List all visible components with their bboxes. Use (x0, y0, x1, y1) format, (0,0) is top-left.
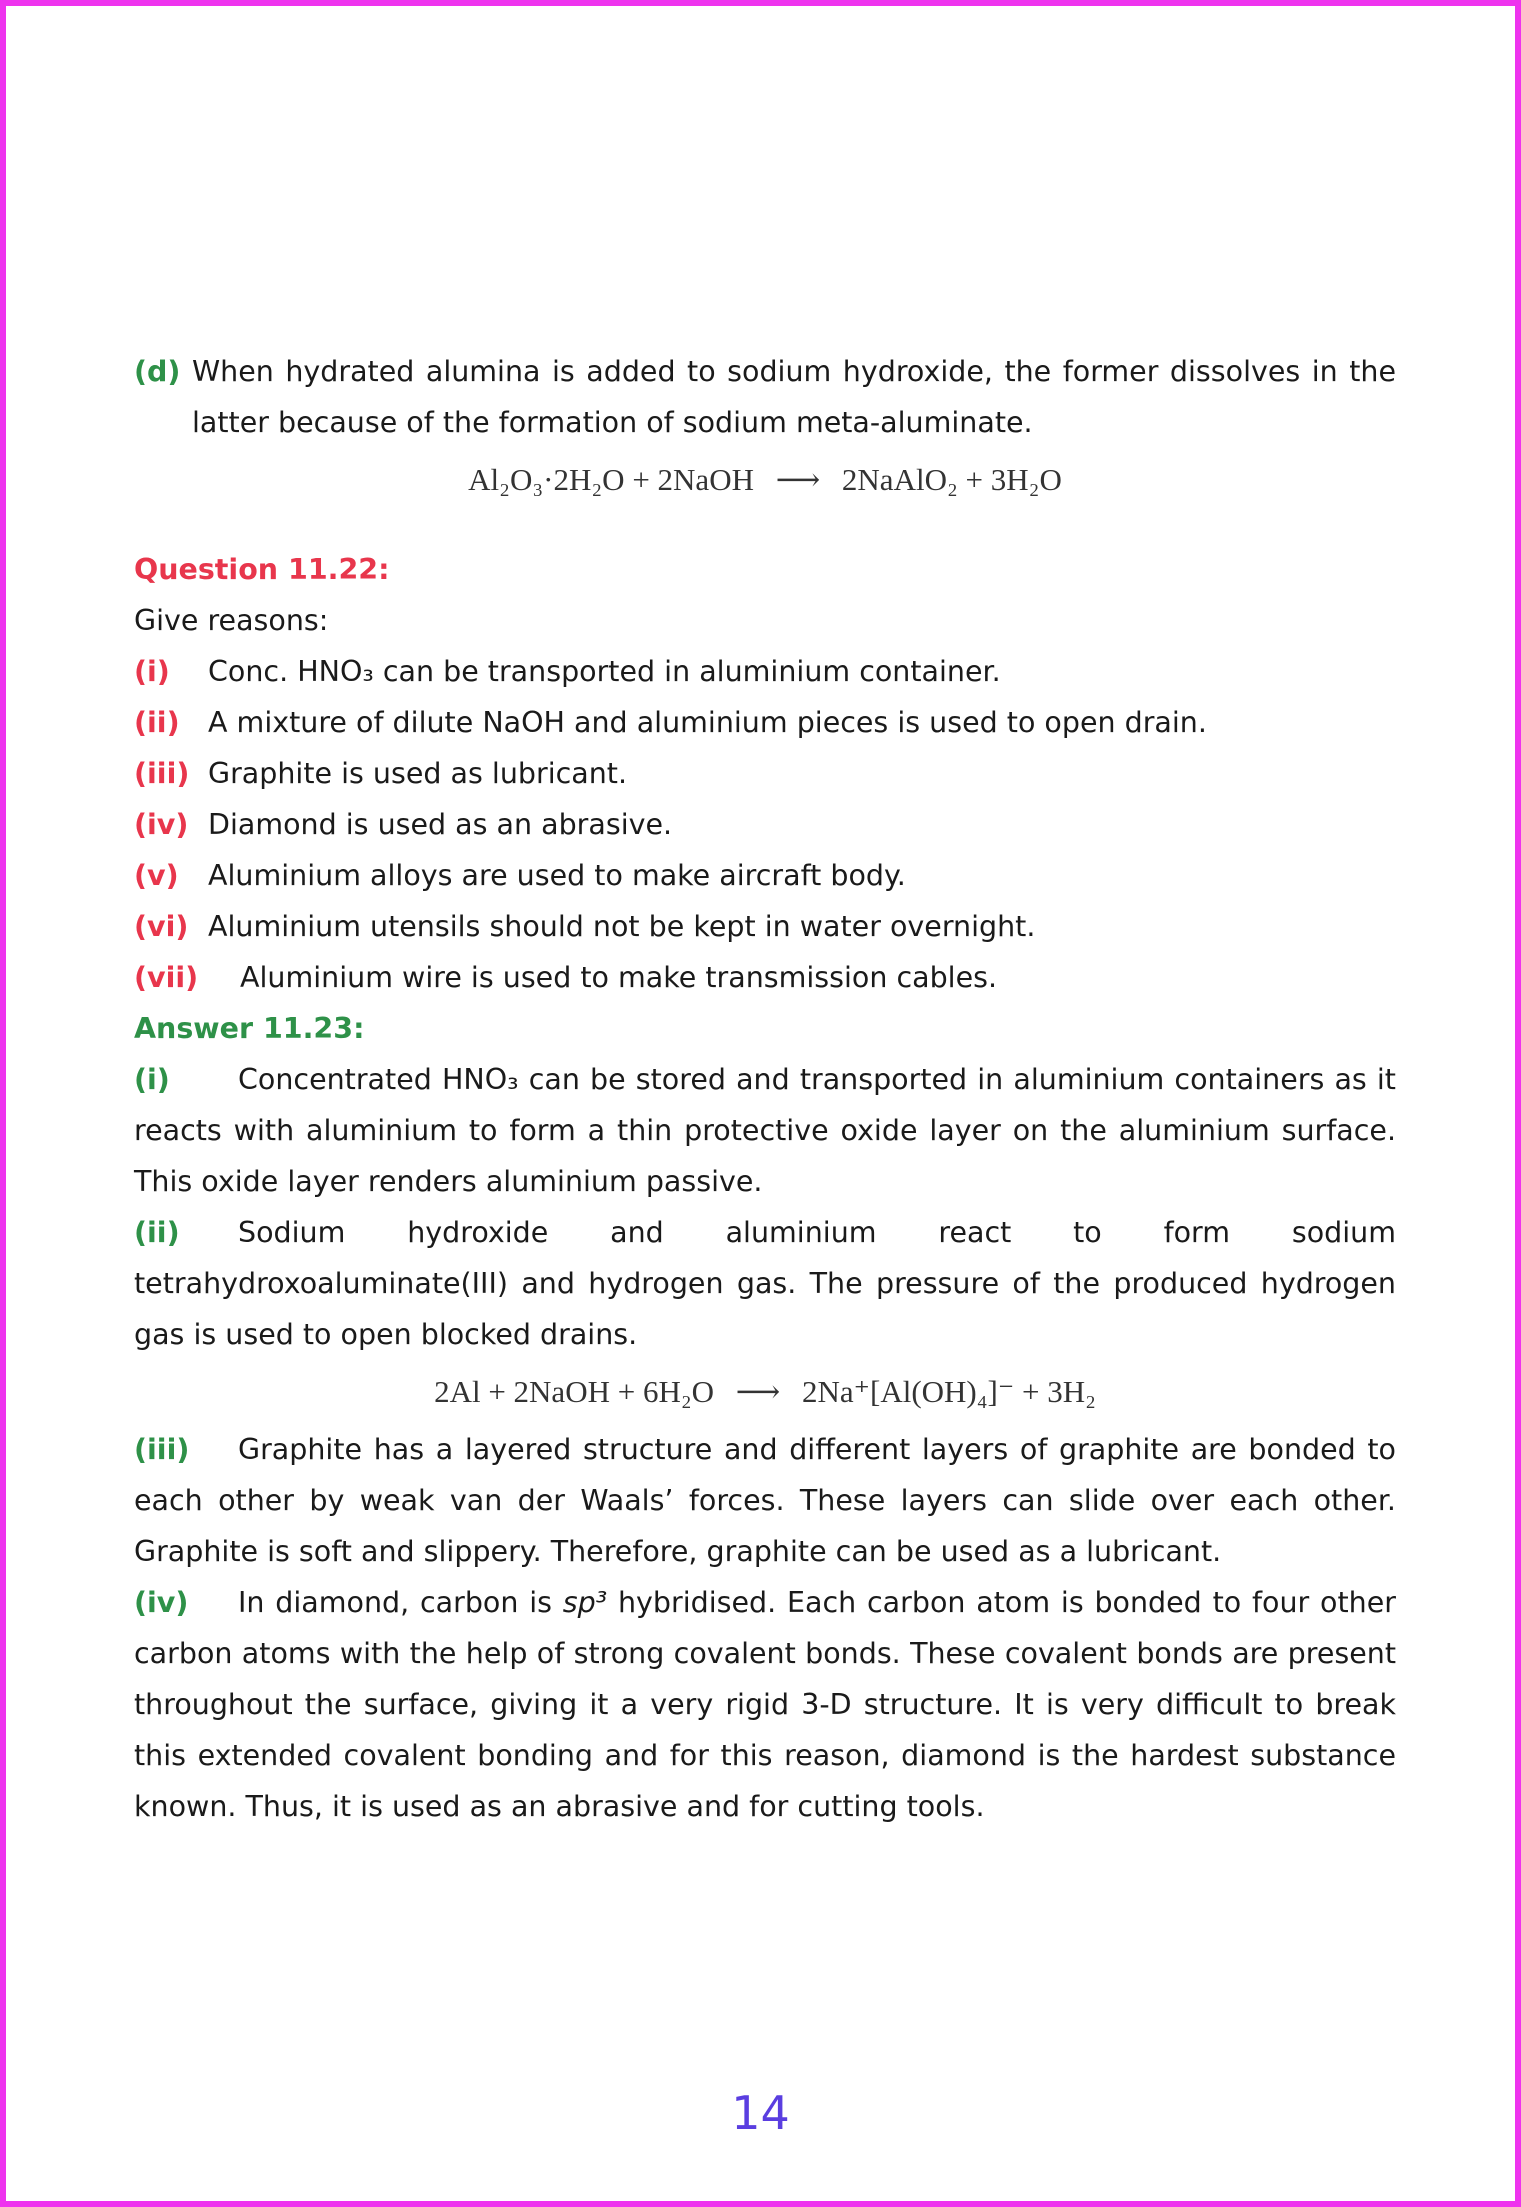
equation-alumina (134, 450, 1396, 510)
equation-alumina-reactants: Al₂O₃·2H₂O + 2NaOH (468, 462, 754, 497)
equation-aluminium-naoh-reactants: 2Al + 2NaOH + 6H₂O (434, 1374, 715, 1409)
answer-item-italic-term: sp³ (562, 1586, 608, 1619)
question-item-label: (ii) (134, 706, 180, 739)
page-number: 14 (731, 2086, 790, 2140)
question-item (134, 646, 1396, 697)
question-item-text: A mixture of dilute NaOH and aluminium pieces is used to open drain. (208, 706, 1207, 739)
question-item-label: (iii) (134, 757, 190, 790)
question-item-label: (vi) (134, 910, 189, 943)
answer-item-label: (i) (134, 1063, 170, 1096)
question-item-label: (iv) (134, 808, 189, 841)
question-item-text: Aluminium utensils should not be kept in water overnight. (208, 910, 1036, 943)
question-item (134, 901, 1396, 952)
question-item (134, 952, 1396, 1003)
equation-alumina-arrow: ⟶ (775, 462, 821, 497)
equation-aluminium-naoh-arrow: ⟶ (735, 1374, 781, 1409)
question-item-text: Diamond is used as an abrasive. (208, 808, 673, 841)
answer-item (134, 1054, 1396, 1207)
part-d-label: (d) (134, 355, 181, 388)
equation-aluminium-naoh-products: 2Na⁺[Al(OH)₄]⁻ + 3H₂ (801, 1374, 1096, 1409)
question-item-text: Conc. HNO₃ can be transported in aluminium container. (208, 655, 1001, 688)
question-item (134, 697, 1396, 748)
answer-item-label: (iv) (134, 1586, 189, 1619)
answer-item-text: Sodium hydroxide and aluminium react to form sodium tetrahydroxoaluminate(III) and hydrogen gas. The pressure of the produced hydrogen gas is used to open blocked drains. (134, 1216, 1396, 1351)
question-item (134, 748, 1396, 799)
answer-item-text: Graphite has a layered structure and different layers of graphite are bonded to each other by weak van der Waals’ forces. These layers can slide over each other. Graphite is soft and slippery. Therefore, graphite can be used as a lubricant. (134, 1433, 1396, 1568)
answer-item-label: (iii) (134, 1433, 190, 1466)
page-content (134, 346, 1396, 1832)
question-item-text: Aluminium wire is used to make transmission cables. (240, 961, 998, 994)
answer-item (134, 1207, 1396, 1360)
equation-alumina-products: 2NaAlO₂ + 3H₂O (841, 462, 1062, 497)
question-item-label: (i) (134, 655, 170, 688)
answer-item (134, 1577, 1396, 1832)
part-d-paragraph (134, 346, 1396, 448)
question-intro: Give reasons: (134, 604, 329, 637)
question-item-text: Aluminium alloys are used to make aircraft body. (208, 859, 906, 892)
equation-aluminium-naoh (134, 1360, 1396, 1424)
answer-heading: Answer 11.23: (134, 1012, 365, 1045)
question-item (134, 799, 1396, 850)
question-list (134, 646, 1396, 1003)
answer-item-text-after: hybridised. Each carbon atom is bonded to four other carbon atoms with the help of strong covalent bonds. These covalent bonds are present throughout the surface, giving it a very rigid 3-D structure. It is very difficult to break this extended covalent bonding and for this reason, diamond is the hardest substance known. Thus, it is used as an abrasive and for cutting tools. (134, 1586, 1396, 1823)
question-heading: Question 11.22: (134, 553, 390, 586)
answer-item (134, 1424, 1396, 1577)
answer-item-label: (ii) (134, 1216, 180, 1249)
question-item-label: (v) (134, 859, 179, 892)
answer-item-text: Concentrated HNO₃ can be stored and transported in aluminium containers as it reacts with aluminium to form a thin protective oxide layer on the aluminium surface. This oxide layer renders aluminium passive. (134, 1063, 1396, 1198)
question-item (134, 850, 1396, 901)
answer-item-text-before: In diamond, carbon is (238, 1586, 563, 1619)
question-item-label: (vii) (134, 961, 199, 994)
question-item-text: Graphite is used as lubricant. (208, 757, 628, 790)
part-d-text: When hydrated alumina is added to sodium hydroxide, the former dissolves in the latter because of the formation of sodium meta-aluminate. (192, 355, 1396, 439)
